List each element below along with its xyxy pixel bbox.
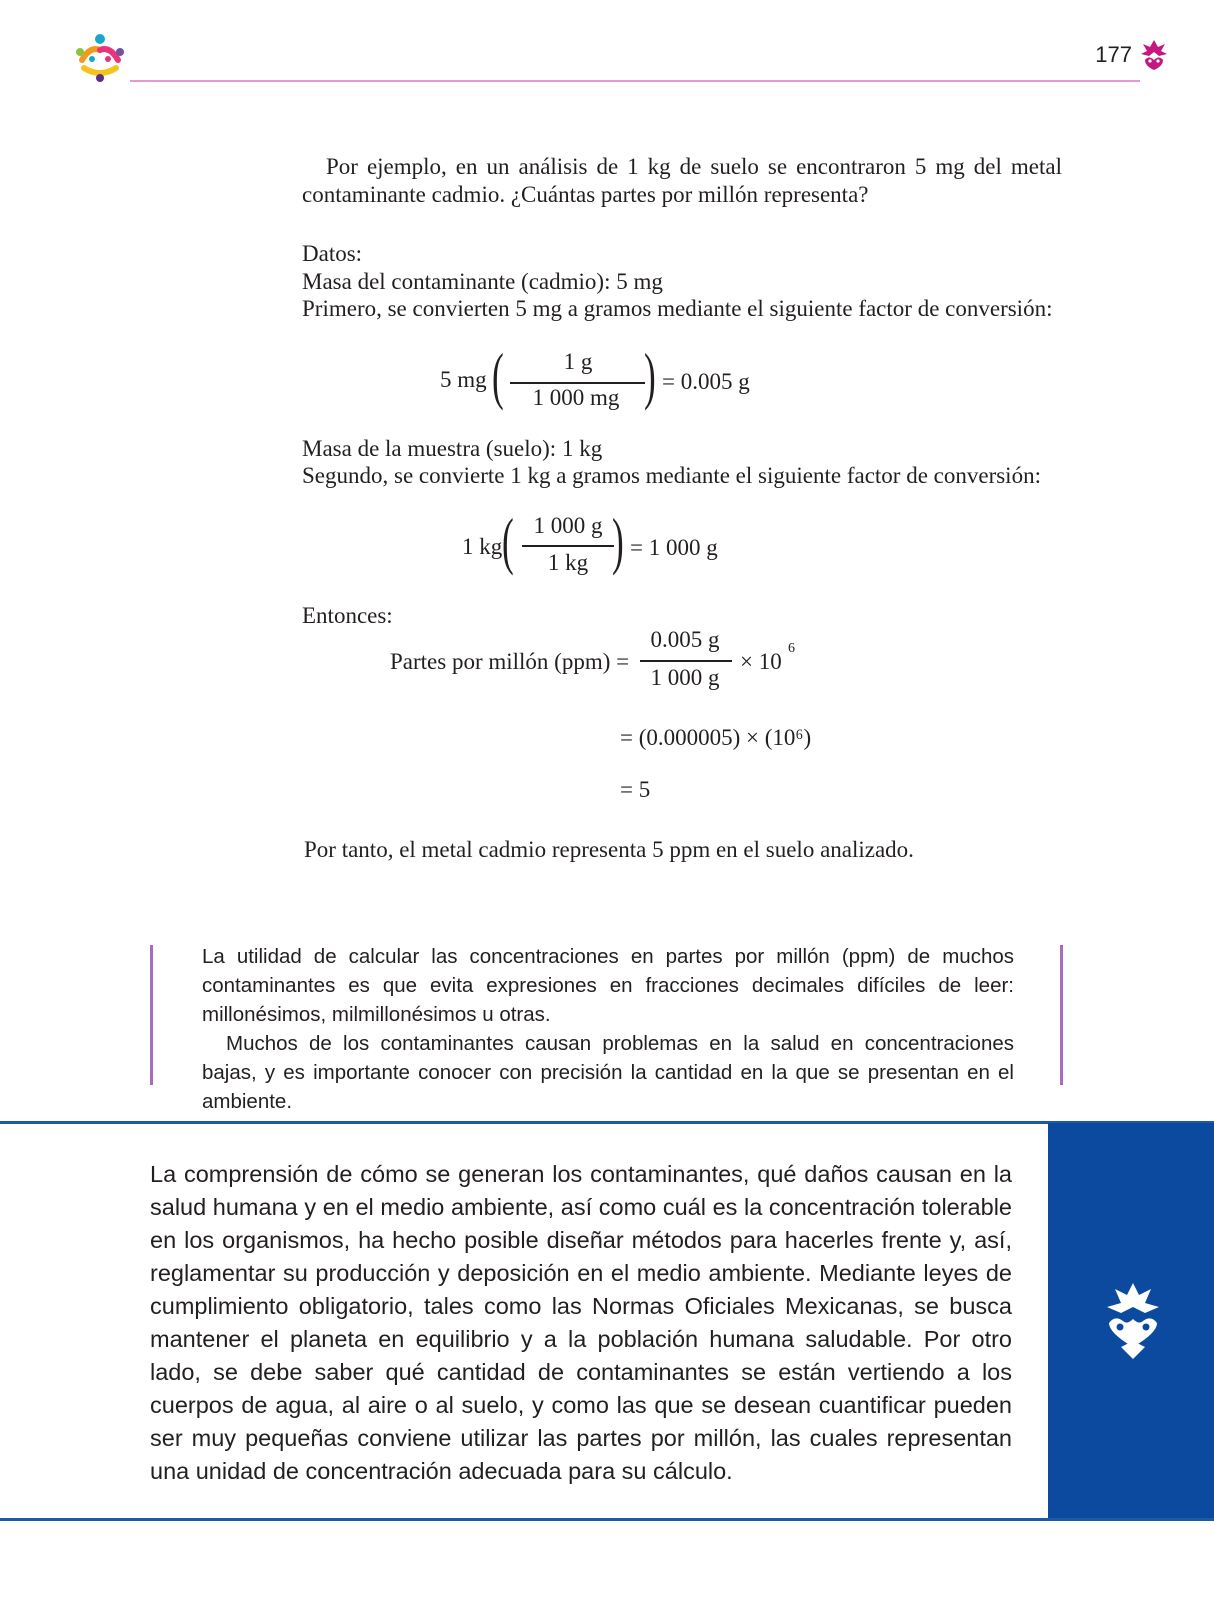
eq1-rhs: = 0.005 g <box>662 369 750 394</box>
eq3-fraction-bar <box>640 660 732 662</box>
equation-2 <box>462 505 742 585</box>
eq3-den: 1 000 g <box>650 665 720 690</box>
equation-3 <box>390 625 830 815</box>
eq2-den: 1 kg <box>547 550 589 575</box>
segundo-text: Segundo, se convierte 1 kg a gramos mediante el siguiente factor de conversión: <box>302 463 1041 488</box>
closing-blue-panel <box>1048 1123 1214 1518</box>
white-ornament-icon <box>1103 1281 1163 1361</box>
conclusion: Por tanto, el metal cadmio representa 5 ppm en el suelo analizado. <box>304 837 914 862</box>
eq3-times: × 10 <box>740 649 782 674</box>
eq3-exponent: 6 <box>788 641 795 656</box>
note-paragraph-1: La utilidad de calcular las concentraciones en partes por millón (ppm) de muchos contaminantes es que evita expresiones en fracciones decimales difíciles de leer: millonésimos, milmillonésimos u otras. <box>202 945 1014 1026</box>
eq3-num: 0.005 g <box>650 627 720 652</box>
page-number: 177 <box>1095 42 1132 67</box>
intro-paragraph: Por ejemplo, en un análisis de 1 kg de suelo se encontraron 5 mg del metal contaminante cadmio. ¿Cuántas partes por millón representa? <box>302 154 1062 207</box>
closing-paragraph: La comprensión de cómo se generan los contaminantes, qué daños causan en la salud humana y en el medio ambiente, así como cuál es la concentración tolerable en los organismos, ha hecho posible diseñar métodos para hacerles frente y, así, reglamentar su producción y deposición en el medio ambiente. Mediante leyes de cumplimiento obligatorio, tales como las Normas Oficiales Mexicanas, se busca mantener el planeta en equilibrio y a la población humana saludable. Por otro lado, se debe saber qué cantidad de contaminantes se están vertiendo a los cuerpos de agua, al aire o al suelo, y como las que se desean cuantificar pueden ser muy pequeñas conviene utilizar las partes por millón, las cuales representan una unidad de concentración adecuada para su cálculo. <box>150 1161 1012 1484</box>
eq1-lhs: 5 mg <box>440 367 487 392</box>
eq1-fraction-bar <box>510 382 645 384</box>
eq2-right-paren: ) <box>612 505 624 576</box>
note-box <box>202 942 1014 1116</box>
eq2-rhs: = 1 000 g <box>630 535 718 560</box>
eq1-left-paren: ( <box>492 340 504 411</box>
eq2-fraction-bar <box>522 545 614 547</box>
header-rule <box>130 80 1140 82</box>
masa-muestra: Masa de la muestra (suelo): 1 kg <box>302 436 603 461</box>
entonces-label: Entonces: <box>302 603 393 628</box>
magenta-ornament-icon <box>1139 38 1169 72</box>
eq3-lhs: Partes por millón (ppm) = <box>390 649 630 674</box>
closing-top-rule <box>0 1121 1214 1124</box>
eq2-lhs: 1 kg <box>462 534 503 559</box>
eq1-right-paren: ) <box>644 340 656 411</box>
colorful-logo-icon <box>70 30 130 86</box>
closing-bottom-rule <box>0 1518 1214 1521</box>
eq3-step2: = (0.000005) × (10⁶) <box>620 725 812 750</box>
note-right-bar <box>1060 945 1063 1085</box>
equation-1 <box>440 340 750 420</box>
eq2-left-paren: ( <box>502 505 514 576</box>
eq1-num: 1 g <box>563 349 593 374</box>
primero-text: Primero, se convierten 5 mg a gramos mediante el siguiente factor de conversión: <box>302 296 1053 321</box>
masa-contaminante: Masa del contaminante (cadmio): 5 mg <box>302 269 663 294</box>
eq2-num: 1 000 g <box>533 513 603 538</box>
note-left-bar <box>150 945 153 1085</box>
datos-label: Datos: <box>302 241 363 266</box>
note-paragraph-2: Muchos de los contaminantes causan problemas en la salud en concentraciones bajas, y es importante conocer con precisión la cantidad en la que se presentan en el ambiente. <box>202 1032 1014 1113</box>
eq1-den: 1 000 mg <box>532 385 620 410</box>
eq3-step3: = 5 <box>620 777 651 802</box>
